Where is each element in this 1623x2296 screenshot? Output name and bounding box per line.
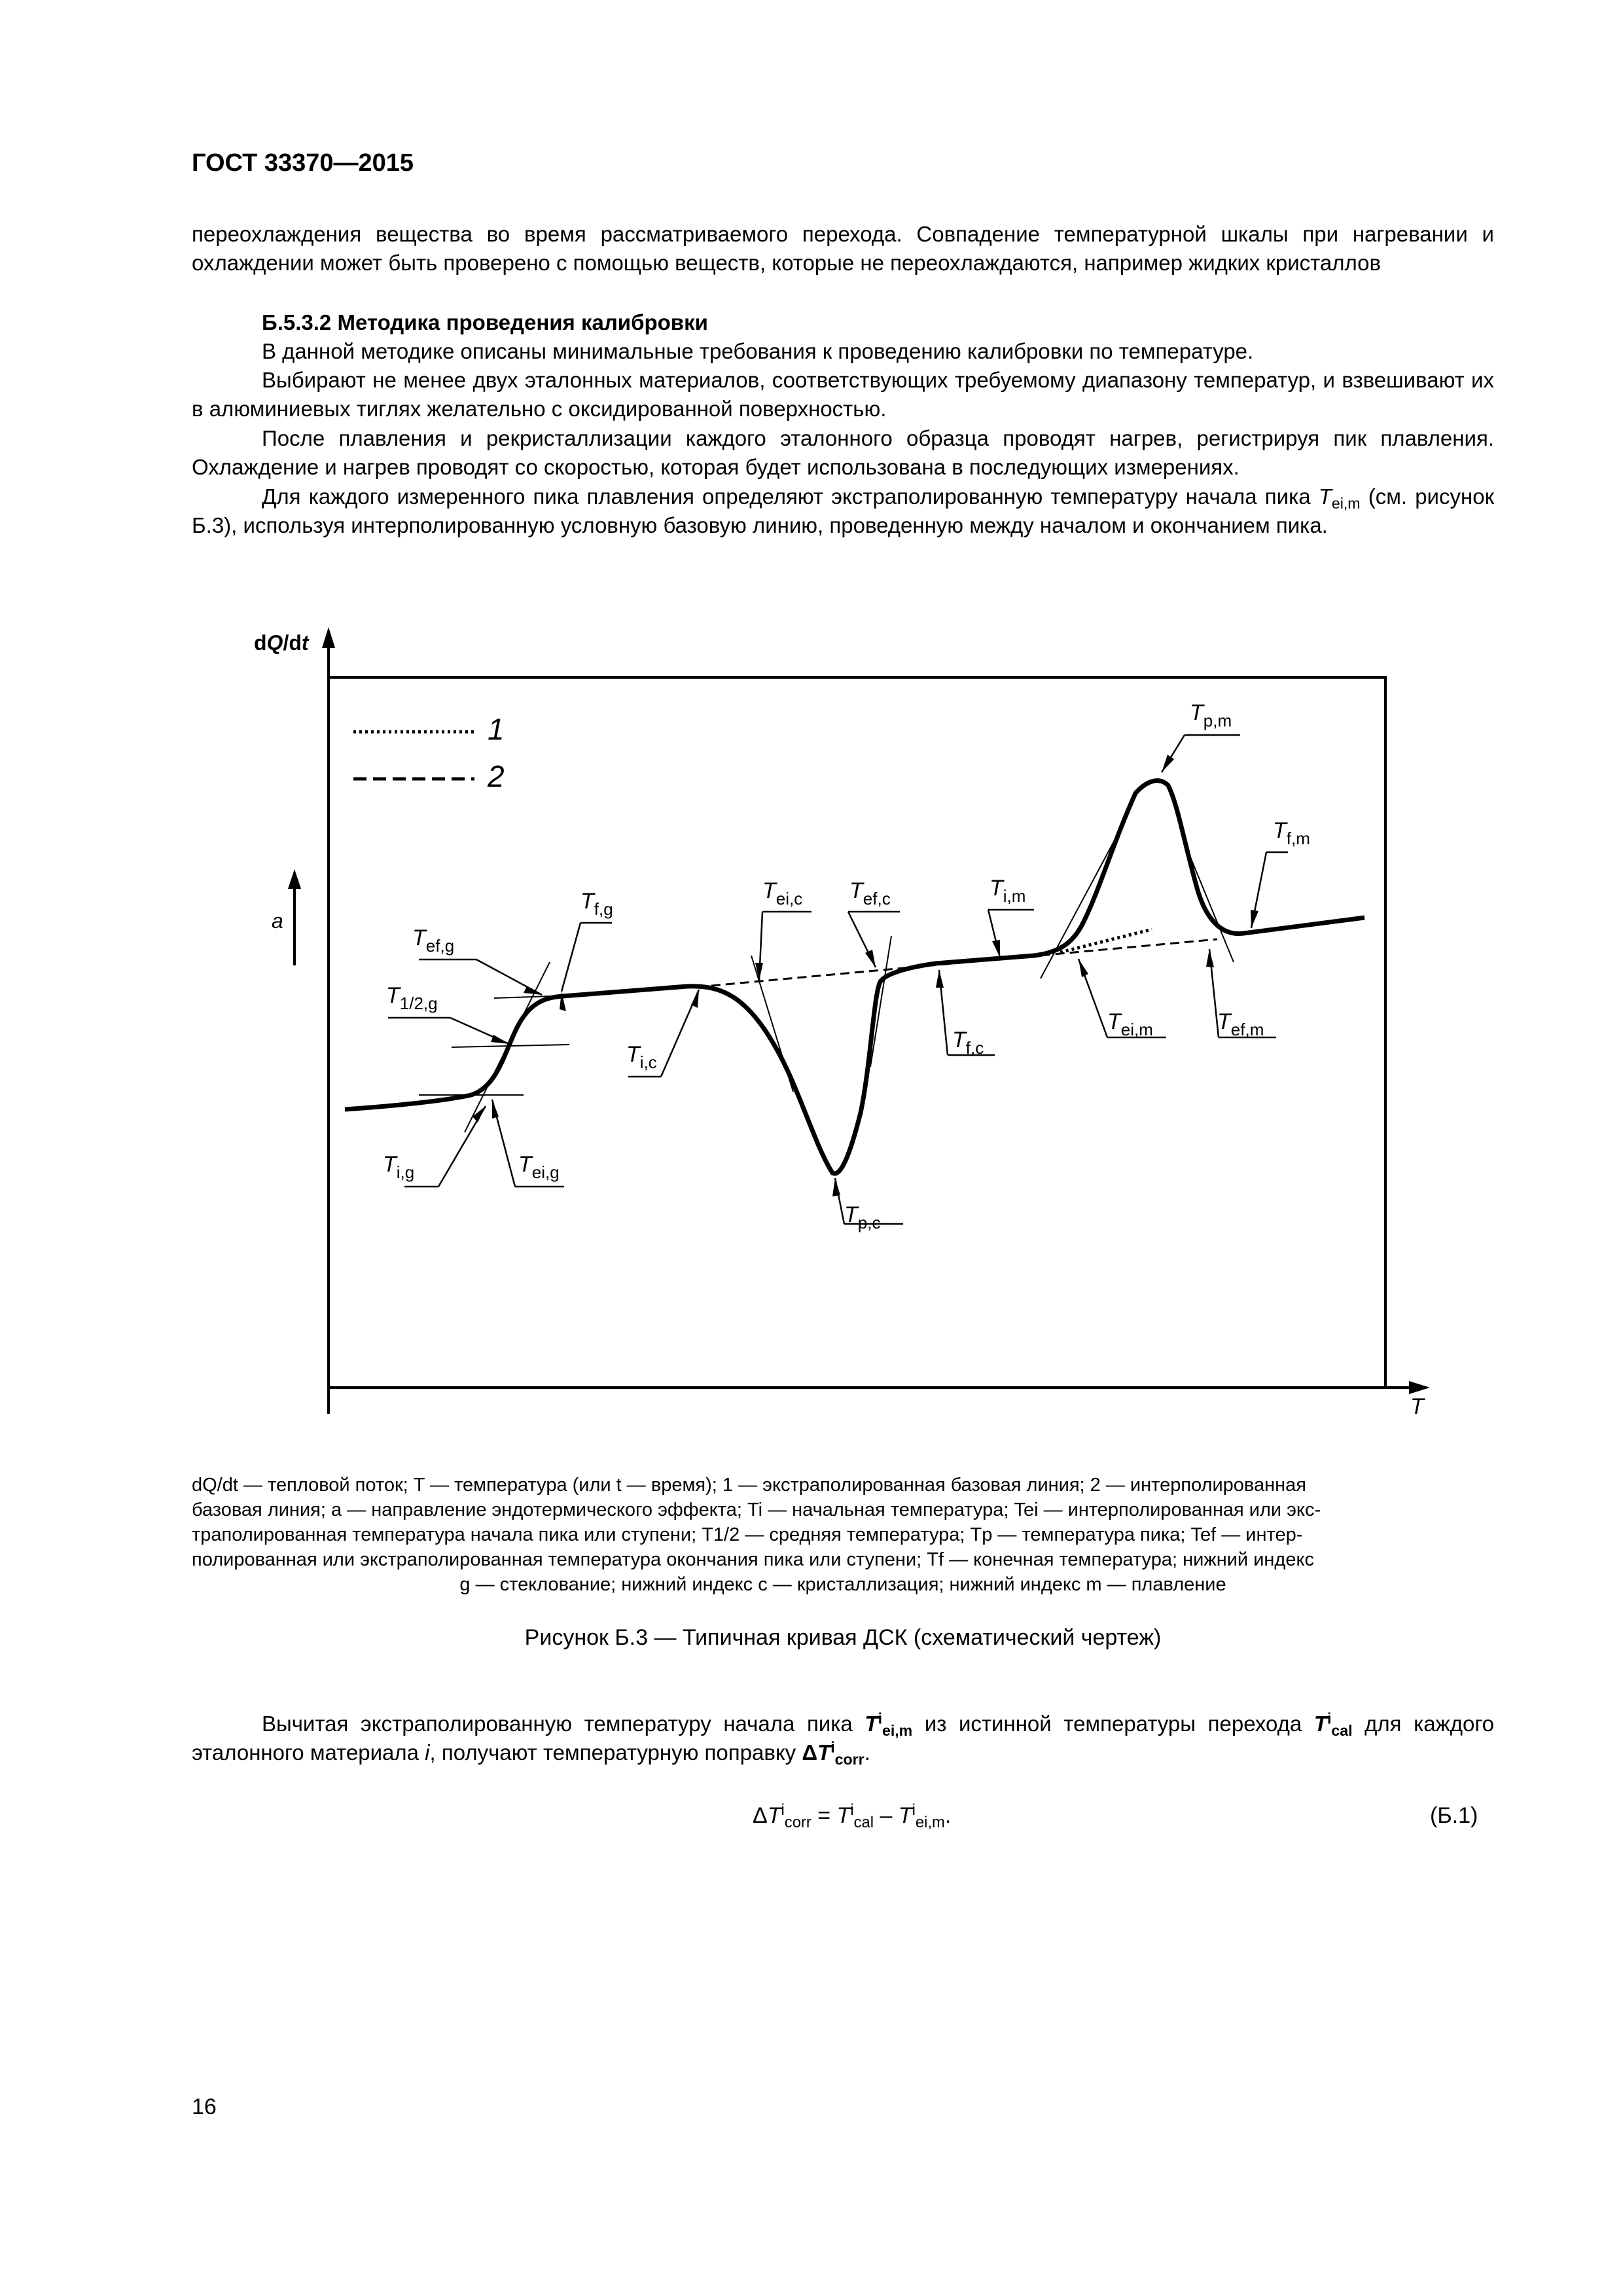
figure-legend-line-2: базовая линия; а — направление эндотермического эффекта; Ti — начальная температура; Tei — интерполированная или экс- bbox=[192, 1499, 1321, 1520]
figure-legend-line-3: траполированная температура начала пика или ступени; T1/2 — средняя температура; Tp — температура пика; Tef — интер- bbox=[192, 1524, 1303, 1545]
paragraph-5-a: Для каждого измеренного пика плавления определяют экстраполированную температуру начала пика bbox=[262, 484, 1319, 509]
label-Tefc: $T_{ef,c}$ bbox=[849, 878, 891, 908]
label-Tpc: $T_{p,c}$ bbox=[844, 1202, 881, 1232]
section-title: Б.5.3.2 Методика проведения калибровки bbox=[262, 310, 708, 334]
legend-num-1: 1 bbox=[488, 712, 505, 746]
endotherm-label: a bbox=[272, 909, 283, 933]
document-header: ГОСТ 33370—2015 bbox=[192, 149, 414, 177]
melt-tangent-right bbox=[1188, 851, 1234, 962]
equation-number: (Б.1) bbox=[1430, 1803, 1478, 1828]
figure-legend-line-5: g — стеклование; нижний индекс с — кристаллизация; нижний индекс m — плавление bbox=[459, 1574, 1226, 1595]
label-Thalf: $T_{1/2,g}$ bbox=[386, 983, 438, 1013]
paragraph-1: переохлаждения вещества во время рассматриваемого перехода. Совпадение температурной шкалы при нагревании и охлаждении может быть проверено с помощью веществ, которые не переохлаждаются, например жидких кристаллов bbox=[192, 222, 1494, 275]
paragraph-5: Для каждого измеренного пика плавления определяют экстраполированную температуру начала пика $T_{ei,m}$ (см. рисунок Б.3), используя интерполированную условную базовую линию, проведенную между началом и окончанием пика. bbox=[192, 484, 1495, 537]
label-Teic: $T_{ei,c}$ bbox=[762, 878, 803, 908]
endotherm-arrow-head bbox=[288, 869, 301, 889]
label-Tefm: $T_{ef,m}$ bbox=[1217, 1009, 1264, 1039]
label-Tefg: $T_{ef,g}$ bbox=[412, 925, 455, 956]
page-number: 16 bbox=[192, 2094, 217, 2119]
paragraph-6: Вычитая экстраполированную температуру начала пика $T^i_{ei,m}$ из истинной температуры перехода $T^i_{cal}$ для каждого эталонного материала i, получают температурную поправку $\Delta T^i_{corr}$. bbox=[192, 1710, 1494, 1768]
label-Teig: $T_{ei,g}$ bbox=[518, 1152, 560, 1182]
leader-arrowheads bbox=[473, 755, 1258, 1196]
paragraph-3: Выбирают не менее двух эталонных материалов, соответствующих требуемому диапазону температур, и взвешивают их в алюминиевых тиглях желательно с оксидированной поверхностью. bbox=[192, 368, 1494, 421]
label-Tic: $T_{i,c}$ bbox=[626, 1042, 657, 1072]
paragraph-5-b: (см. рисунок Б.3), используя интерполированную условную базовую линию, проведенную между началом и окончанием пика. bbox=[192, 484, 1495, 537]
x-axis-arrow bbox=[1409, 1381, 1430, 1394]
legend-num-2: 2 bbox=[488, 759, 505, 793]
paragraph-6-c: для каждого эталонного материала bbox=[192, 1712, 1494, 1765]
paragraph-6-a: Вычитая экстраполированную температуру начала пика bbox=[262, 1712, 865, 1736]
label-Tfm: $T_{f,m}$ bbox=[1273, 818, 1310, 848]
y-axis-arrow bbox=[322, 627, 335, 648]
leader-lines bbox=[388, 735, 1288, 1224]
paragraph-6-d: , получают температурную поправку bbox=[429, 1740, 802, 1765]
label-Tfg: $T_{f,g}$ bbox=[580, 889, 613, 919]
figure-legend-line-1: dQ/dt — тепловой поток; T — температура (или t — время); 1 — экстраполированная базовая линия; 2 — интерполированная bbox=[192, 1475, 1306, 1496]
label-Tim: $T_{i,m}$ bbox=[990, 876, 1026, 906]
y-axis-label: dQ/dt bbox=[254, 631, 309, 655]
label-Teim: $T_{ei,m}$ bbox=[1107, 1009, 1153, 1039]
paragraph-4: После плавления и рекристаллизации каждого эталонного образца проводят нагрев, регистрируя пик плавления. Охлаждение и нагрев проводят со скоростью, которая будет использована в последующих измерениях. bbox=[192, 426, 1494, 479]
paragraph-6-b: из истинной температуры перехода bbox=[912, 1712, 1314, 1736]
figure-caption: Рисунок Б.3 — Типичная кривая ДСК (схематический чертеж) bbox=[524, 1625, 1162, 1650]
x-axis-label: T bbox=[1410, 1394, 1424, 1419]
label-Tig: $T_{i,g}$ bbox=[383, 1152, 415, 1182]
figure-legend-line-4: полированная или экстраполированная температура окончания пика или ступени; Tf — конечная температура; нижний индекс bbox=[192, 1549, 1314, 1570]
label-Tfc: $T_{f,c}$ bbox=[952, 1028, 984, 1058]
label-Tpm: $T_{p,m}$ bbox=[1190, 700, 1232, 730]
paragraph-2: В данной методике описаны минимальные требования к проведению калибровки по температуре. bbox=[262, 339, 1254, 363]
equation-b1: $\Delta T^i_{corr} = T^i_{cal} - T^i_{ei,m}$. bbox=[753, 1801, 952, 1832]
